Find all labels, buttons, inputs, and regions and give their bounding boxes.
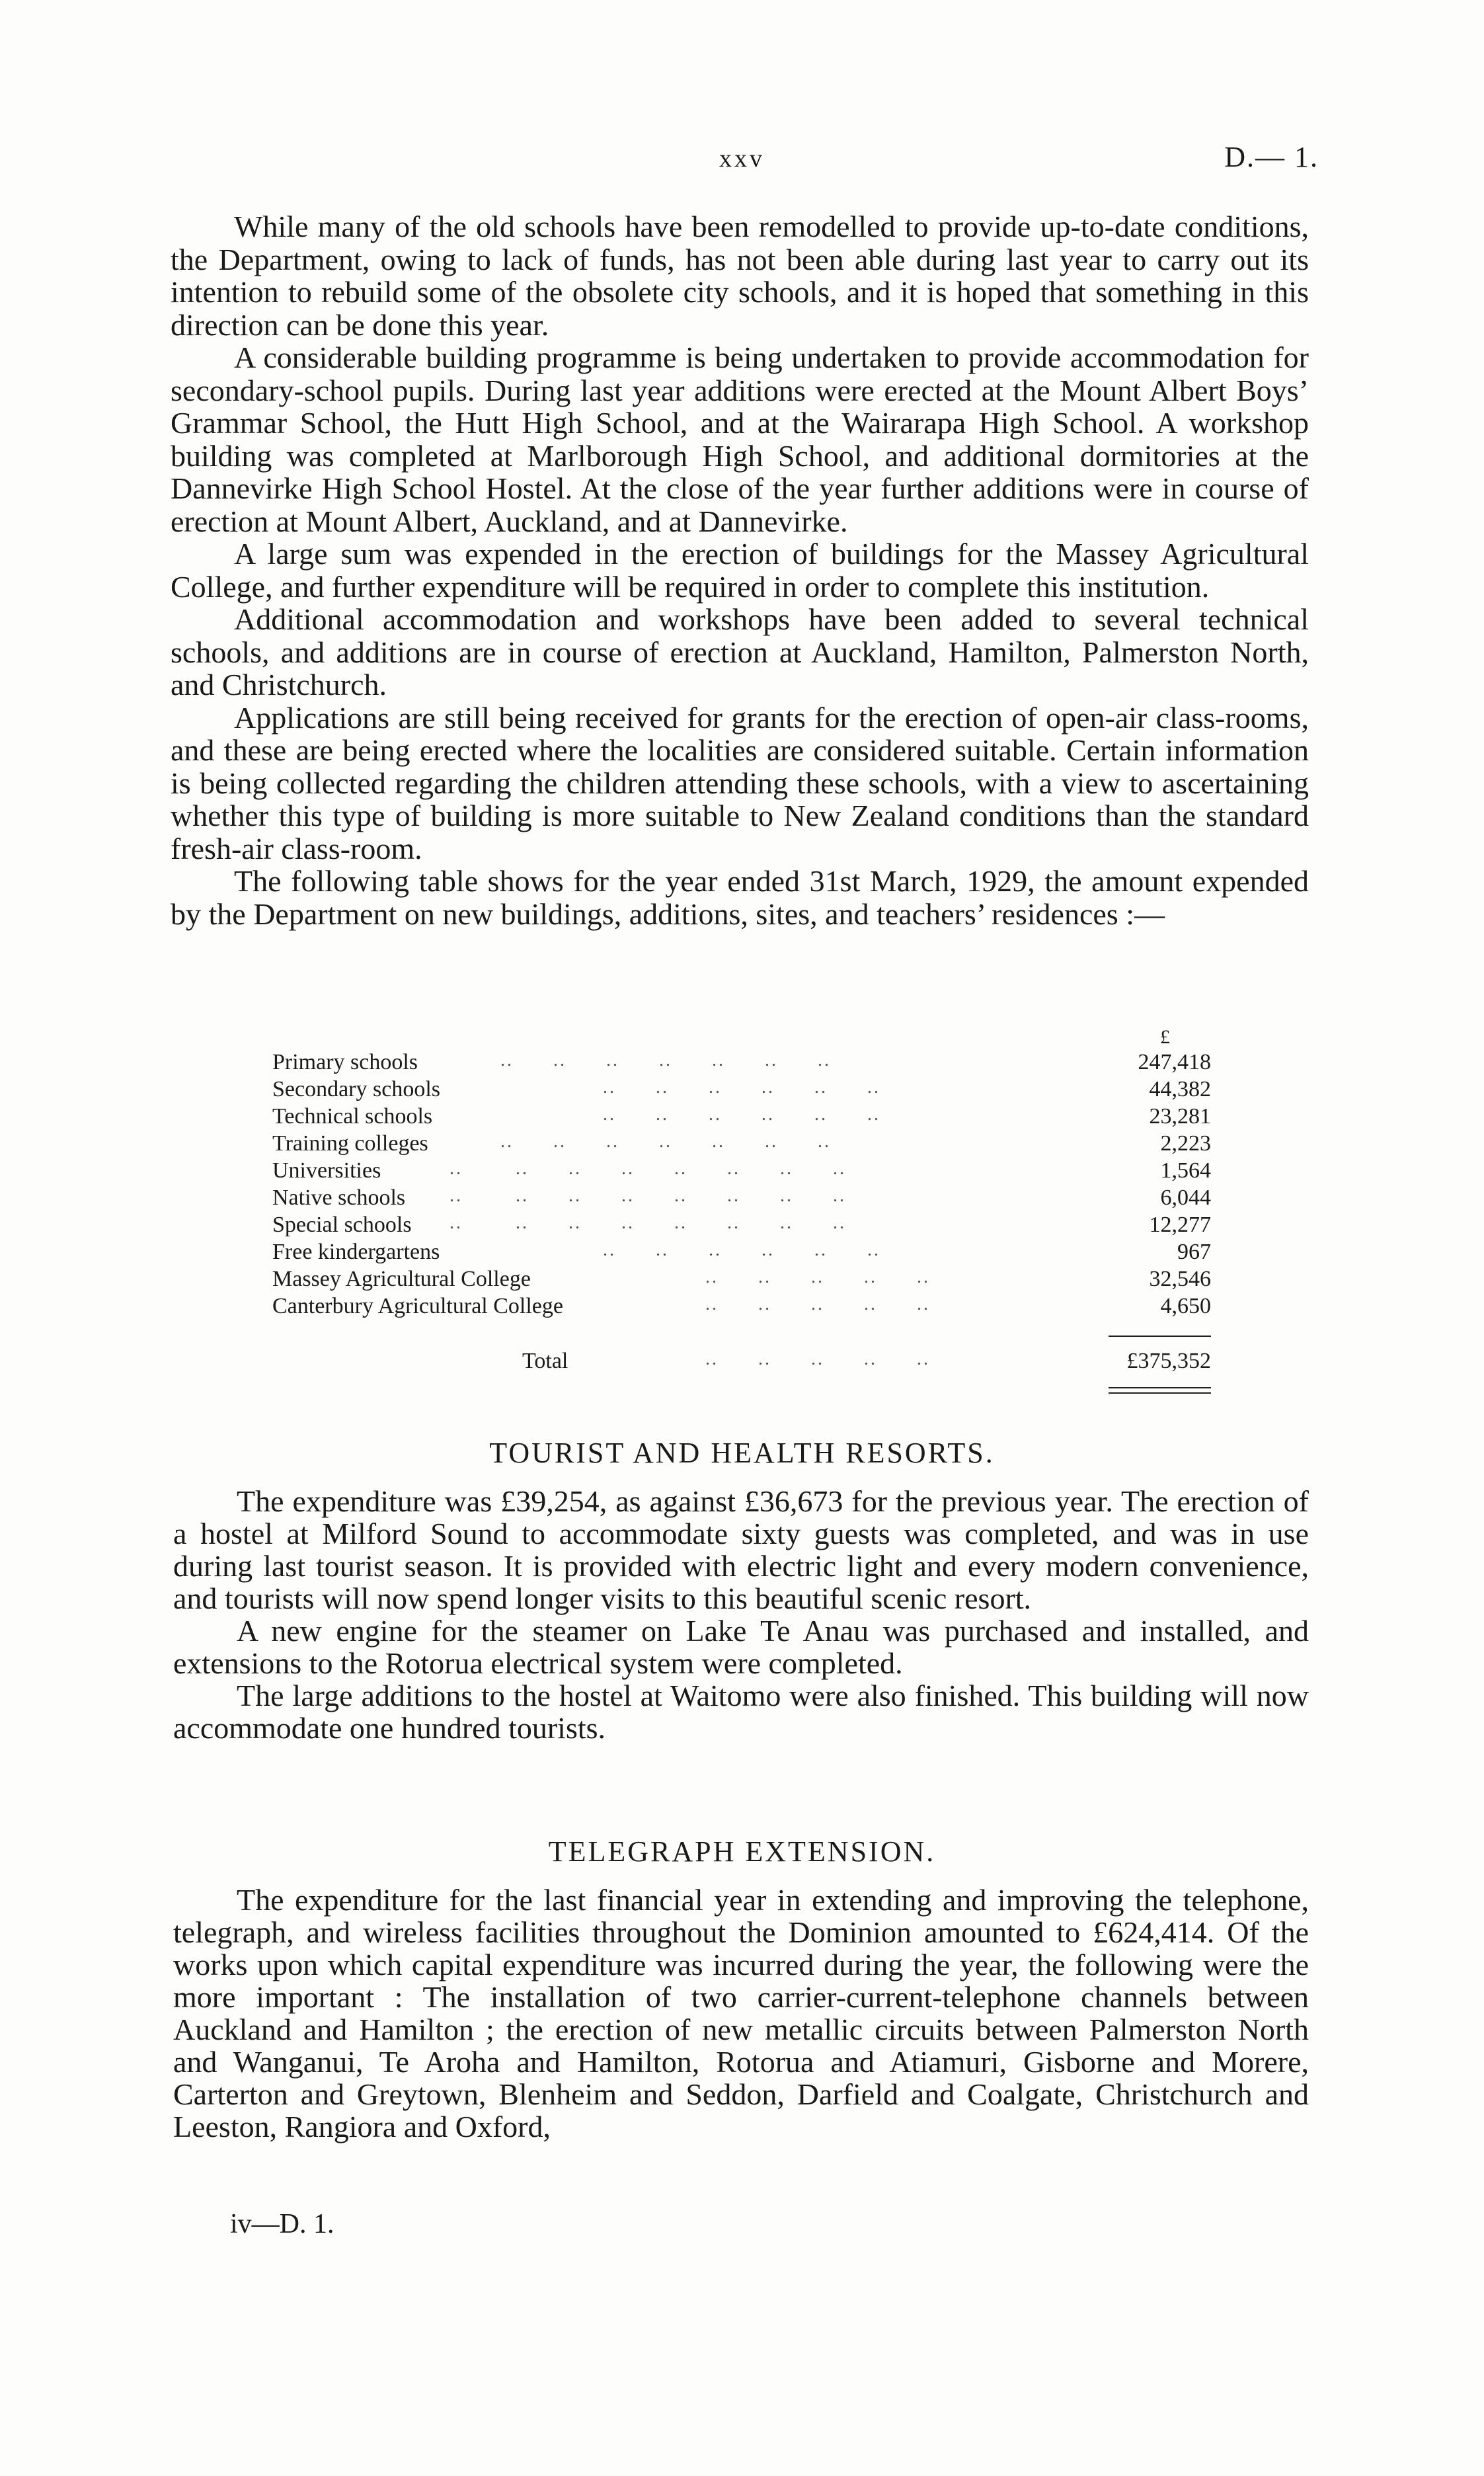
currency-symbol: £: [1160, 1026, 1170, 1048]
tourist-heading: TOURIST AND HEALTH RESORTS.: [489, 1437, 995, 1469]
paragraph: A new engine for the steamer on Lake Te Anau was purchased and installed, and extensions to the Rotorua electrical system were completed.: [173, 1614, 1309, 1680]
paragraph: A considerable building programme is being undertaken to provide accommodation for secondary-school pupils. During last year additions were erected at the Mount Albert Boys’ Grammar School, the Hutt High School, and at the Wairarapa High School. A workshop building was completed at Marlborough High School, and additional dormitories at the Dannevirke High School Hostel. At the close of the year further additions were in course of erection at Mount Albert, Auckland, and at Dannevirke.: [171, 340, 1309, 538]
paragraph: The expenditure for the last financial year in extending and improving the telephone, telegraph, and wireless facilities throughout the Dominion amounted to £624,414. Of the works upon which capital expenditure was incurred during the year, the following were the more important : The installation of two carrier-current-telephone channels between Auckland and Hamilton ; the erection of new metallic circuits between Palmerston North and Wanganui, Te Aroha and Hamilton, Rotorua and Atiamuri, Gisborne and Morere, Carterton and Greytown, Blenheim and Seddon, Darfield and Coalgate, Christchurch and Leeston, Rangiora and Oxford,: [173, 1883, 1309, 2143]
row-value: 1,564: [1160, 1158, 1211, 1183]
leader-dots: .. .. .. .. ..: [705, 1294, 930, 1314]
row-label: Massey Agricultural College: [272, 1267, 531, 1291]
leader-dots: .. .. .. .. .. ..: [603, 1240, 880, 1260]
table-row: [272, 1050, 1211, 1076]
page-number: xxv: [719, 145, 765, 173]
paragraph: Additional accommodation and workshops have been added to several technical schools, and additions are in course of erection at Auckland, Hamilton, Palmerston North, and Christchurch.: [171, 602, 1309, 701]
table-row: [272, 1077, 1211, 1103]
row-label: Secondary schools: [272, 1077, 441, 1101]
row-label: Canterbury Agricultural College: [272, 1294, 563, 1318]
leader-dots: .. .. .. .. ..: [705, 1267, 930, 1287]
paragraph: A large sum was expended in the erection of buildings for the Massey Agricultural College, and further expenditure will be required in order to complete this institution.: [171, 537, 1309, 604]
table-row: [272, 1131, 1211, 1158]
row-label: Free kindergartens: [272, 1240, 440, 1264]
table-total-row: [272, 1349, 1211, 1375]
total-double-rule: [1109, 1387, 1211, 1388]
row-value: 4,650: [1160, 1294, 1211, 1318]
leader-dots: .. .. .. .. .. .. ..: [500, 1050, 831, 1070]
table-row: [272, 1294, 1211, 1320]
intro-text: [171, 210, 1309, 930]
row-value: 32,546: [1149, 1267, 1211, 1291]
leader-dots: .. .. .. .. .. ..: [603, 1077, 880, 1098]
row-label: Primary schools: [272, 1050, 418, 1074]
row-value: 6,044: [1160, 1185, 1211, 1210]
table-row: [272, 1185, 1211, 1212]
table-row: [272, 1158, 1211, 1185]
row-label: Universities: [272, 1158, 381, 1183]
table-row: [272, 1104, 1211, 1131]
total-double-rule: [1109, 1392, 1211, 1394]
telegraph-heading: TELEGRAPH EXTENSION.: [548, 1835, 936, 1868]
leader-dots: .. .. .. .. .. .. .. ..: [449, 1158, 846, 1179]
total-label: Total: [522, 1349, 568, 1373]
subtotal-rule: [1109, 1336, 1211, 1337]
total-value: £375,352: [1126, 1349, 1211, 1373]
paragraph: The following table shows for the year ended 31st March, 1929, the amount expended by the Department on new buildings, additions, sites, and teachers’ residences :—: [171, 864, 1309, 931]
row-value: 967: [1177, 1240, 1211, 1264]
table-row: [272, 1240, 1211, 1266]
row-value: 44,382: [1149, 1077, 1211, 1101]
paragraph: The expenditure was £39,254, as against £36,673 for the previous year. The erection of a hostel at Milford Sound to accommodate sixty guests was completed, and was in use during last tourist season. It is provided with electric light and every modern convenience, and tourists will now spend longer visits to this beautiful scenic resort.: [173, 1484, 1309, 1615]
row-value: 2,223: [1160, 1131, 1211, 1156]
page-signature: iv—D. 1.: [230, 2209, 334, 2239]
document-reference: D.— 1.: [1224, 141, 1319, 173]
table-row: [272, 1267, 1211, 1293]
row-label: Native schools: [272, 1185, 406, 1210]
row-value: 247,418: [1138, 1050, 1211, 1074]
leader-dots: .. .. .. .. .. .. ..: [500, 1131, 831, 1152]
row-label: Technical schools: [272, 1104, 433, 1129]
leader-dots: .. .. .. .. ..: [705, 1349, 930, 1369]
row-value: 23,281: [1149, 1104, 1211, 1129]
leader-dots: .. .. .. .. .. .. .. ..: [449, 1213, 846, 1233]
table-row: [272, 1213, 1211, 1239]
paragraph: Applications are still being received for grants for the erection of open-air class-rooms, and these are being erected where the localities are considered suitable. Certain information is being collected regarding the children attending these schools, with a view to ascertaining whether this type of building is more suitable to New Zealand conditions than the standard fresh-air class-room.: [171, 700, 1309, 865]
row-label: Special schools: [272, 1213, 412, 1237]
leader-dots: .. .. .. .. .. ..: [603, 1104, 880, 1125]
leader-dots: .. .. .. .. .. .. .. ..: [449, 1185, 846, 1206]
row-label: Training colleges: [272, 1131, 428, 1156]
tourist-section: [173, 1485, 1309, 1744]
row-value: 12,277: [1149, 1213, 1211, 1237]
paragraph: The large additions to the hostel at Waitomo were also finished. This building will now accommodate one hundred tourists.: [173, 1679, 1309, 1745]
paragraph: While many of the old schools have been remodelled to provide up-to-date conditions, the Department, owing to lack of funds, has not been able during last year to carry out its intention to rebuild some of the obsolete city schools, and it is hoped that something in this direction can be done this year.: [171, 210, 1309, 342]
telegraph-section: [173, 1884, 1309, 2143]
